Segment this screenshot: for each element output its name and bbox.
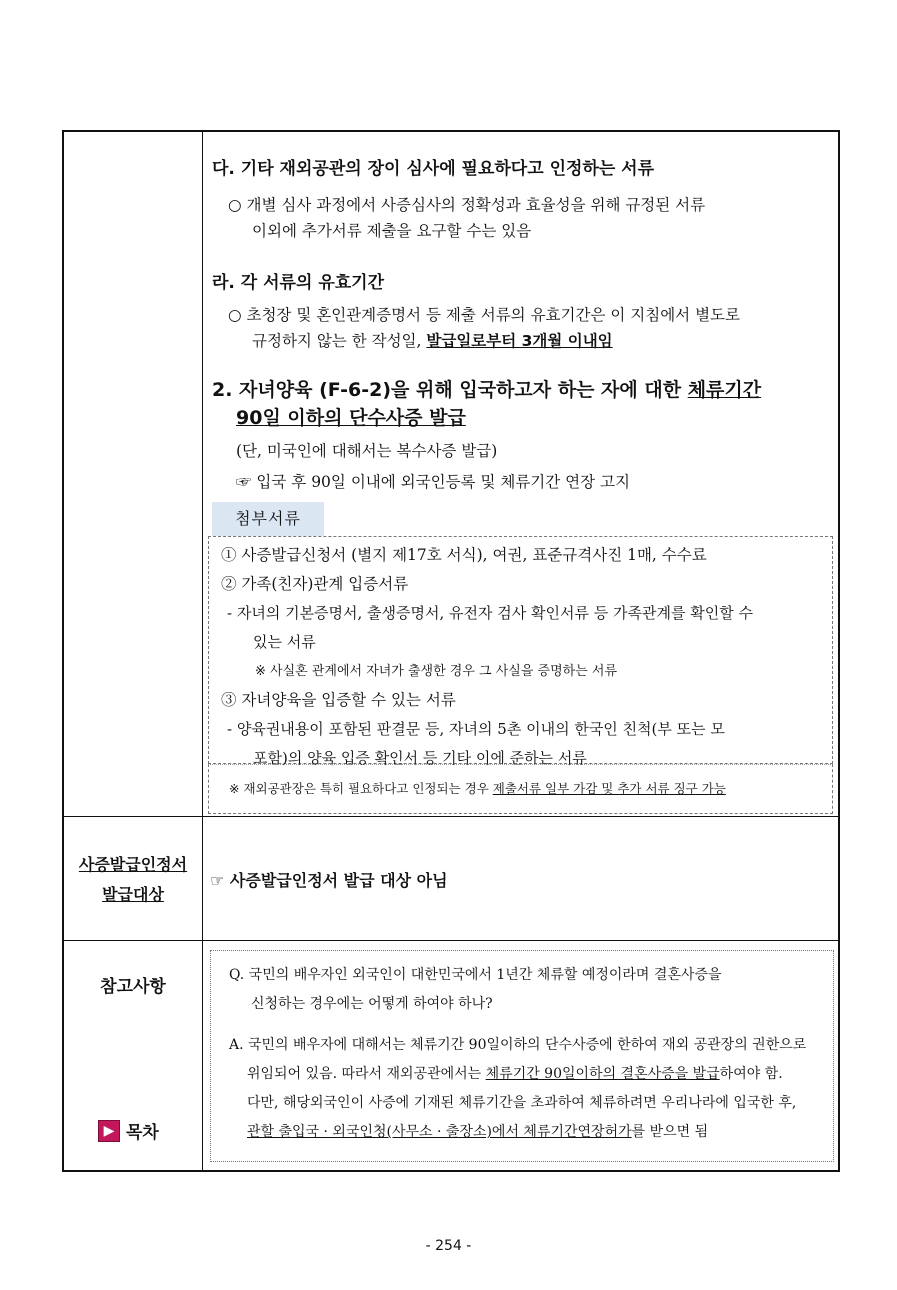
row2-label <box>64 850 202 910</box>
section-ra-emphasis: 발급일로부터 3개월 이내임 <box>426 332 613 350</box>
arrow-right-icon: ▶ <box>98 1120 120 1142</box>
attach-item-3-sub2: 포함)의 양육 입증 확인서 등 기타 이에 준하는 서류 <box>253 749 587 767</box>
attach-item-3: ③ 자녀양육을 입증할 수 있는 서류 <box>221 691 456 709</box>
attachments-list <box>221 541 826 773</box>
section2-title <box>212 376 834 432</box>
answer-line2-tail: 하여야 함. <box>719 1066 783 1082</box>
answer-line2-plain: 위임되어 있음. 따라서 재외공관에서는 <box>247 1066 486 1082</box>
row2-content: ☞ 사증발급인정서 발급 대상 아님 <box>210 871 448 890</box>
section-da-body <box>228 192 838 244</box>
section-da-line1: 개별 심사 과정에서 사증심사의 정확성과 효율성을 위해 규정된 서류 <box>246 196 706 214</box>
attach-item-2-sub2: 있는 서류 <box>253 633 316 651</box>
section-ra-line1: 초청장 및 혼인관계증명서 등 제출 서류의 유효기간은 이 지침에서 별도로 <box>246 306 741 324</box>
column-divider <box>202 132 203 1170</box>
reference-box <box>210 950 834 1162</box>
section-ra-body <box>228 302 838 354</box>
section2-title-emph2: 90일 이하의 단수사증 발급 <box>236 407 466 429</box>
row-divider-2 <box>64 940 838 941</box>
section2-sub2: ☞ 입국 후 90일 이내에 외국인등록 및 체류기간 연장 고지 <box>236 473 631 491</box>
bullet: ○ <box>228 196 242 214</box>
attach-item-2-sub1: - 자녀의 기본증명서, 출생증명서, 유전자 검사 확인서류 등 가족관계를 확인할 수 <box>227 604 753 622</box>
attachments-box <box>208 536 833 767</box>
attach-item-2-note: ※ 사실혼 관계에서 자녀가 출생한 경우 그 사실을 증명하는 서류 <box>255 664 618 679</box>
attachments-note-plain: ※ 재외공관장은 특히 필요하다고 인정되는 경우 <box>229 781 493 796</box>
attachments-note <box>208 764 833 814</box>
answer-line4-emph: 관할 출입국 · 외국인청(사무소 · 출장소)에서 체류기간연장허가 <box>247 1124 632 1140</box>
section2-sub1: (단, 미국인에 대해서는 복수사증 발급) <box>236 442 498 460</box>
attachments-note-emph: 제출서류 일부 가감 및 추가 서류 징구 가능 <box>492 781 726 796</box>
section2-title-emph1: 체류기간 <box>687 379 762 401</box>
row2-label-line1: 사증발급인정서 <box>78 855 188 874</box>
question-line1: Q. 국민의 배우자인 외국인이 대한민국에서 1년간 체류할 예정이라며 결혼사증을 <box>229 967 722 983</box>
attach-item-1: ① 사증발급신청서 (별지 제17호 서식), 여권, 표준규격사진 1매, 수수료 <box>221 546 707 564</box>
toc-button-label: 목차 <box>126 1123 159 1143</box>
content-table <box>62 130 840 1172</box>
attachments-tab: 첨부서류 <box>212 502 324 536</box>
row2-label-line2: 발급대상 <box>102 885 164 904</box>
section-da-heading: 다. 기타 재외공관의 장이 심사에 필요하다고 인정하는 서류 <box>212 159 655 179</box>
answer-line2-emph: 체류기간 90일이하의 결혼사증을 발급 <box>485 1066 720 1082</box>
section-ra-heading: 라. 각 서류의 유효기간 <box>212 273 385 293</box>
answer-line1: A. 국민의 배우자에 대해서는 체류기간 90일이하의 단수사증에 한하여 재외 공관장의 권한으로 <box>229 1037 807 1053</box>
attach-item-2: ② 가족(친자)관계 입증서류 <box>221 575 409 593</box>
row-divider-1 <box>64 816 838 817</box>
answer-line4-tail: 를 받으면 됨 <box>631 1124 709 1140</box>
question-line2: 신청하는 경우에는 어떻게 하여야 하나? <box>251 996 493 1012</box>
answer-line3: 다만, 해당외국인이 사증에 기재된 체류기간을 초과하여 체류하려면 우리나라에 입국한 후, <box>247 1095 797 1111</box>
section-ra-line2: 규정하지 않는 한 작성일, <box>252 332 427 350</box>
row3-label: 참고사항 <box>100 977 166 997</box>
attach-item-3-sub1: - 양육권내용이 포함된 판결문 등, 자녀의 5촌 이내의 한국인 친척(부 또는 모 <box>227 720 725 738</box>
answer <box>229 1031 829 1147</box>
question <box>229 961 829 1019</box>
page-number: - 254 - <box>425 1238 472 1254</box>
section2-title-plain: 2. 자녀양육 (F-6-2)을 위해 입국하고자 하는 자에 대한 <box>212 379 688 401</box>
toc-button[interactable] <box>98 1118 159 1143</box>
bullet: ○ <box>228 306 242 324</box>
section-da-line2: 이외에 추가서류 제출을 요구할 수는 있음 <box>252 222 532 240</box>
